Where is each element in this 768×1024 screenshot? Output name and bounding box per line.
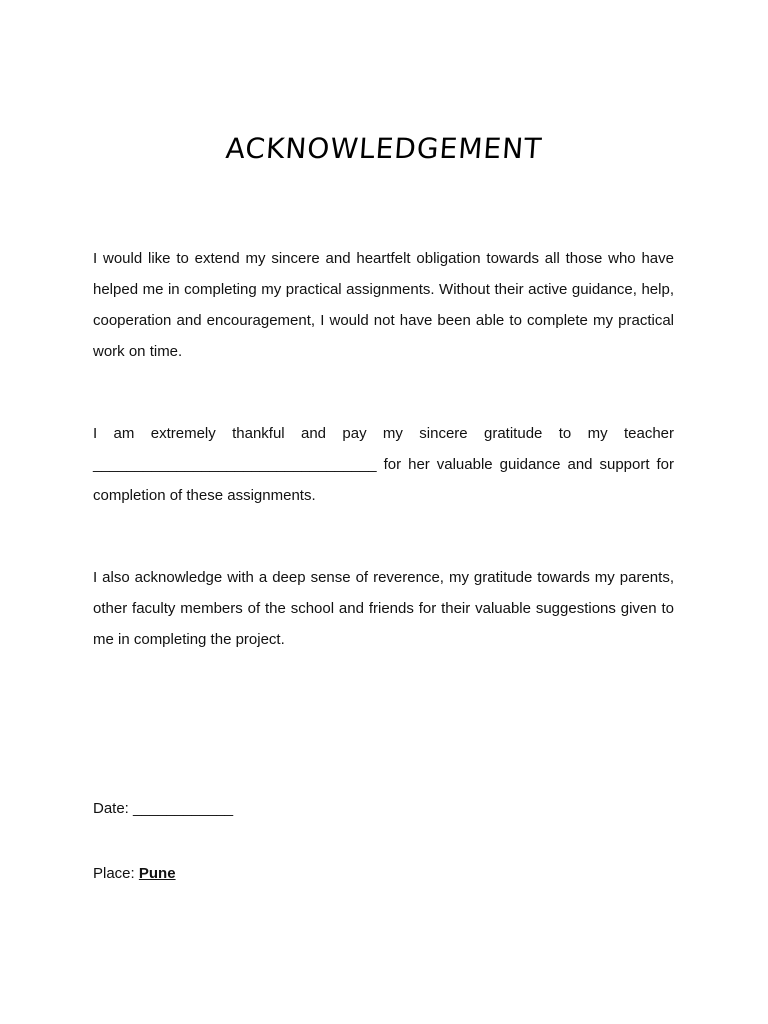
place-label: Place: [93,865,135,882]
paragraph-reverence: I also acknowledge with a deep sense of reverence, my gratitude towards my parents, other faculty members of the school and friends for their valuable suggestions given to me in completing the project. [93,569,674,648]
paragraph-obligation: I would like to extend my sincere and heartfelt obligation towards all those who have helped me in completing my practical assignments. Without their active guidance, help, cooperation and encouragement, I would not have been able to complete my practical work on time. [93,250,674,360]
date-blank: ____________ [133,800,234,817]
date-row [93,798,233,820]
place-row [93,863,176,885]
page-title: ACKNOWLEDGEMENT [224,132,544,165]
paragraph-teacher-gratitude: I am extremely thankful and pay my sincere gratitude to my teacher __________________________________ for her valuable guidance and support for completion of these assignments. [93,425,674,504]
date-label: Date: [93,800,129,817]
place-value: Pune [138,865,176,882]
